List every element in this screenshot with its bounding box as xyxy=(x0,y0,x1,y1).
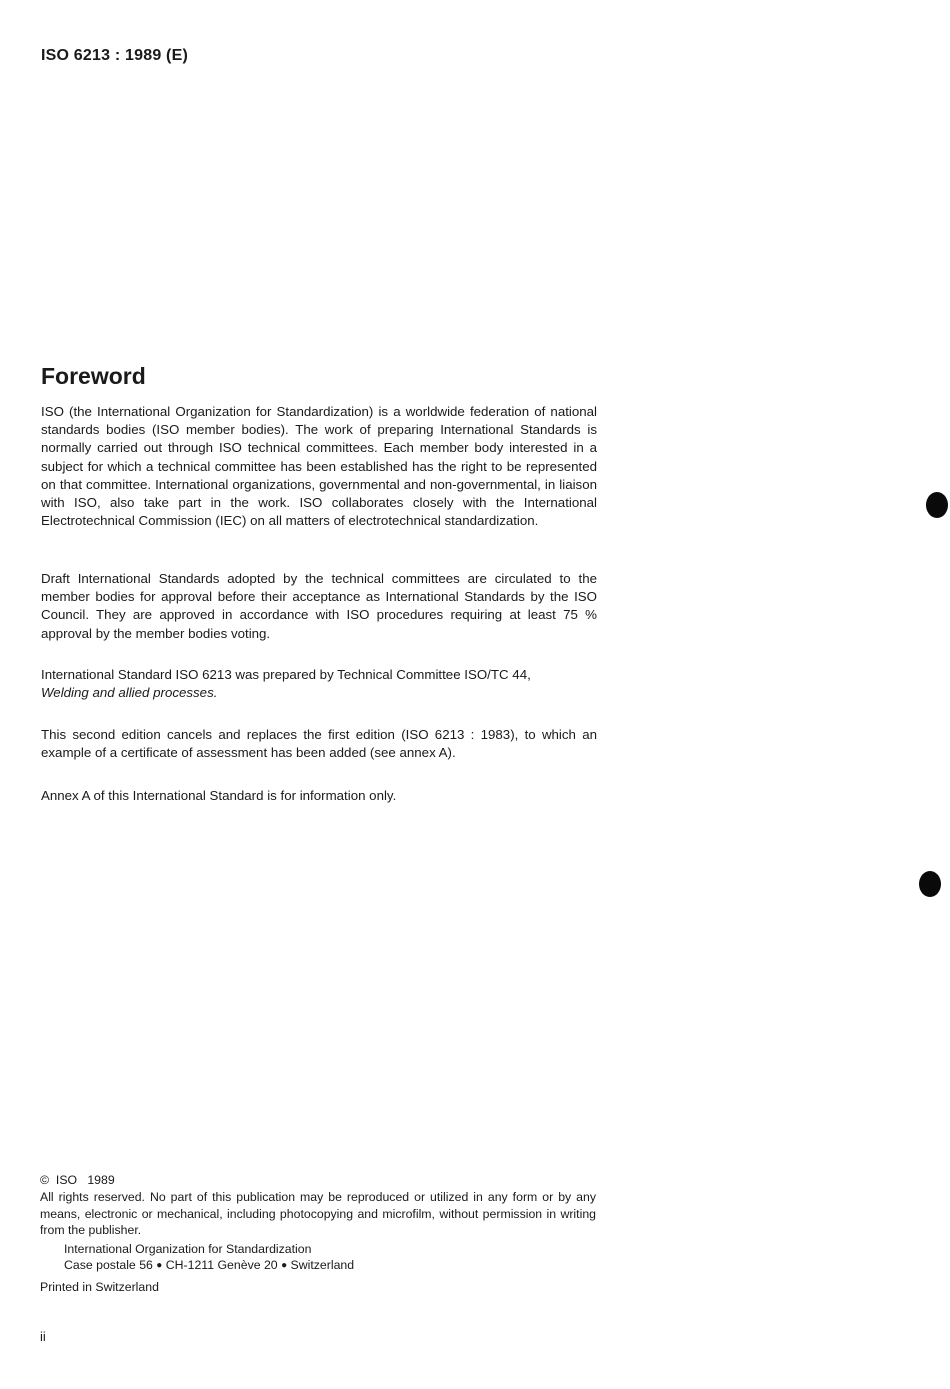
binding-hole-mark xyxy=(919,871,941,897)
page-number: ii xyxy=(40,1329,46,1344)
foreword-paragraph-edition: This second edition cancels and replaces the first edition (ISO 6213 : 1983), to which an example of a certificate of assessment has been added (see annex A). xyxy=(41,727,597,761)
copyright-year: 1989 xyxy=(87,1173,115,1187)
address-city: CH-1211 Genève 20 xyxy=(165,1258,278,1273)
foreword-heading: Foreword xyxy=(41,363,146,389)
committee-title: Welding and allied processes. xyxy=(41,685,218,701)
foreword-paragraph-iso-federation: ISO (the International Organization for Standardization) is a worldwide federation of national standards bodies (ISO member bodies). The work of preparing International Standards is normally carried out through ISO technical committees. Each member body interested in a subject for which a technical committee has been established has the right to be represented on that committee. International organizations, governmental and non-governmental, in liaison with ISO, also take part in the work. ISO collaborates closely with the International Electrotechnical Commission (IEC) on all matters of electrotechnical standardization. xyxy=(41,404,597,529)
address-postbox: Case postale 56 xyxy=(64,1258,153,1273)
copyright-symbol: © xyxy=(40,1173,50,1187)
committee-text: International Standard ISO 6213 was prepared by Technical Committee ISO/TC 44, xyxy=(41,667,531,682)
rights-statement: All rights reserved. No part of this publication may be reproduced or utilized in any form or by any means, electronic or mechanical, including photocopying and microfilm, without permission in writing from the publisher. xyxy=(40,1190,596,1237)
publisher-address xyxy=(64,1257,596,1274)
publisher-name: International Organization for Standardization xyxy=(64,1242,312,1257)
address-country: Switzerland xyxy=(290,1258,355,1273)
copyright-block xyxy=(40,1172,596,1295)
bullet-separator: ● xyxy=(156,1260,163,1272)
foreword-paragraph-draft-standards: Draft International Standards adopted by the technical committees are circulated to the member bodies for approval before their acceptance as International Standards by the ISO Council. They are approved in accordance with ISO procedures requiring at least 75 % approval by the member bodies voting. xyxy=(41,571,597,641)
foreword-paragraph-committee xyxy=(41,666,597,702)
copyright-holder: ISO xyxy=(55,1173,78,1187)
copyright-line xyxy=(40,1172,596,1188)
foreword-paragraph-annex: Annex A of this International Standard is for information only. xyxy=(41,788,397,803)
bullet-separator: ● xyxy=(281,1260,288,1272)
binding-hole-mark xyxy=(926,492,948,518)
printed-in: Printed in Switzerland xyxy=(40,1279,159,1294)
document-id-header: ISO 6213 : 1989 (E) xyxy=(41,47,188,64)
